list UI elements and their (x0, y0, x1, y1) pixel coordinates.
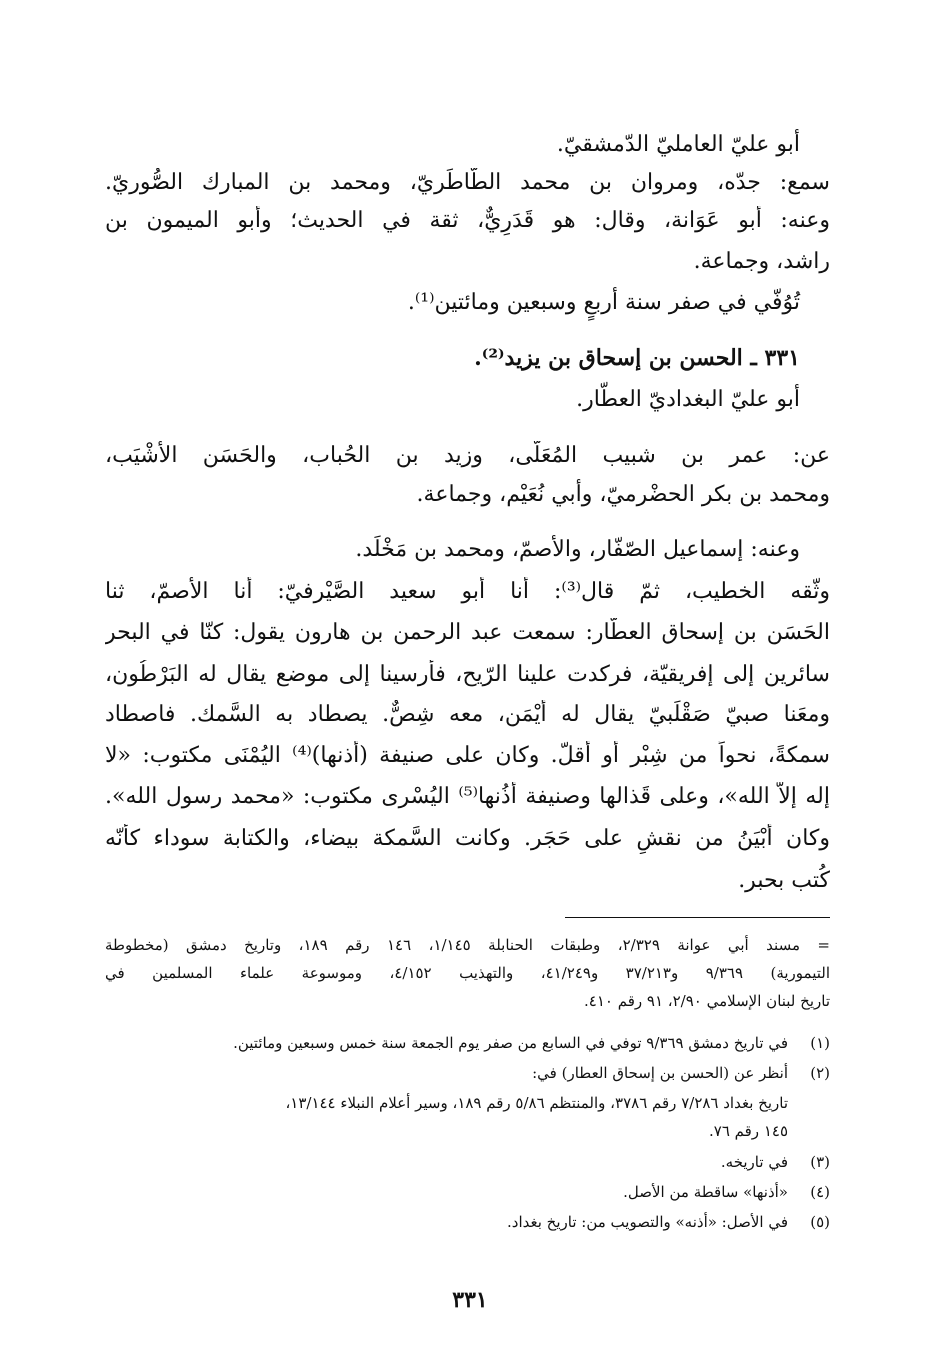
text-line: كُتب بحبر. (738, 868, 830, 893)
footnote-line: = مسند أبي عوانة ٢/٣٢٩، وطبقات الحنابلة ١/١٤٥، ١٤٦ رقم ١٨٩، وتاريخ دمشق (مخطوطة (105, 936, 830, 954)
entry-heading: ٣٣١ ـ الحسن بن إسحاق بن يزيد⁽²⁾. (474, 345, 800, 371)
footnote-item (105, 1092, 830, 1114)
text-line: وعنه: إسماعيل الصّفّار، والأصمّ، ومحمد بن مَخْلَد. (355, 537, 800, 562)
footnote-text: أنظر عن (الحسن بن إسحاق العطار) في: (532, 1064, 788, 1082)
footnote-separator (565, 917, 830, 918)
footnote-number: (٤) (810, 1183, 830, 1201)
footnote-item (105, 1032, 830, 1054)
text-line: إله إلاّ الله»، وعلى قَذالها وصنيفة أُذُنها⁽⁵⁾ اليُسْرى مكتوب: «محمد رسول الله». (105, 784, 830, 809)
text-line: ومعَنا صبيّ صَقْلَبيّ يقال له أيْمَن، معه شِصٌّ. يصطاد به السَّمك. فاصطاد (105, 702, 830, 727)
text-line: سمكةً، نحواً من شِبْر أو أقلّ. وكان على صنيفة (أذنها)⁽⁴⁾ اليُمْنَى مكتوب: «لا (105, 743, 830, 768)
text-line: عن: عمر بن شبيب المُعَلَّى، وزيد بن الحُباب، والحَسَن الأشْيَب، (105, 443, 830, 468)
footnote-item (105, 1181, 830, 1203)
footnote-item (105, 1211, 830, 1233)
footnote-item (105, 1151, 830, 1173)
footnote-number: (٣) (810, 1153, 830, 1171)
footnote-text: في تاريخ دمشق ٩/٣٦٩ توفي في السابع من صفر يوم الجمعة سنة خمس وسبعين ومائتين. (233, 1034, 788, 1052)
text-line: أبو عليّ العامليّ الدّمشقيّ. (556, 132, 800, 157)
text-line: سمع: جدّه، ومروان بن محمد الطّاطَريّ، ومحمد بن المبارك الصُّوريّ. (105, 170, 830, 195)
text-line: راشد، وجماعة. (693, 249, 830, 274)
footnote-number: (٥) (810, 1213, 830, 1231)
text-line: الحَسَن بن إسحاق العطّار: سمعت عبد الرحمن بن هارون يقول: كنّا في البحر (105, 620, 830, 645)
page-number: ٣٣١ (452, 1287, 488, 1313)
footnote-line: تاريخ لبنان الإسلامي ٢/٩٠، ٩١ رقم ٤١٠. (584, 992, 830, 1010)
footnote-text: في الأصل: «أذنه» والتصويب من: تاريخ بغداد. (507, 1213, 788, 1231)
text-line: سائرين إلى إفريقيّة، فركدت علينا الرّيح، فأرسينا إلى موضع يقال له البَرْطُون، (105, 662, 830, 687)
footnote-number: (٢) (810, 1064, 830, 1082)
footnote-text: تاريخ بغداد ٧/٢٨٦ رقم ٣٧٨٦، والمنتظم ٥/٨٦ رقم ١٨٩، وسير أعلام النبلاء ١٣/١٤٤، (285, 1094, 788, 1112)
text-line: ومحمد بن بكر الحضْرميّ، وأبي نُعَيْم، وجماعة. (416, 482, 830, 507)
text-line: أبو عليّ البغداديّ العطّار. (576, 387, 800, 412)
footnote-number: (١) (810, 1034, 830, 1052)
footnote-text: «أذنها» ساقطة من الأصل. (623, 1183, 788, 1201)
text-line: تُوُفّي في صفر سنة أربعٍ وسبعين ومائتين⁽¹⁾. (407, 290, 800, 315)
footnote-item (105, 1120, 830, 1142)
footnote-text: ١٤٥ رقم ٧٦. (708, 1122, 788, 1140)
text-line: وعنه: أبو عَوَانة، وقال: هو قَدَرِيٌّ، ثقة في الحديث؛ وأبو الميمون بن (105, 208, 830, 233)
footnote-text: في تاريخه. (720, 1153, 788, 1171)
text-line: وكان أبْيَنُ من نقشٍ على حَجَر. وكانت السَّمكة بيضاء، والكتابة سوداء كأنّه (105, 826, 830, 851)
footnote-line: التيمورية) ٩/٣٦٩ و٣٧/٢١٣ و٤١/٢٤٩، والتهذيب ٤/١٥٢، وموسوعة علماء المسلمين في (105, 964, 830, 982)
footnote-item (105, 1062, 830, 1084)
text-line: وثّقه الخطيب، ثمّ قال⁽³⁾: أنا أبو سعيد الصَّيْرفيّ: أنا الأصمّ، ثنا (105, 579, 830, 604)
